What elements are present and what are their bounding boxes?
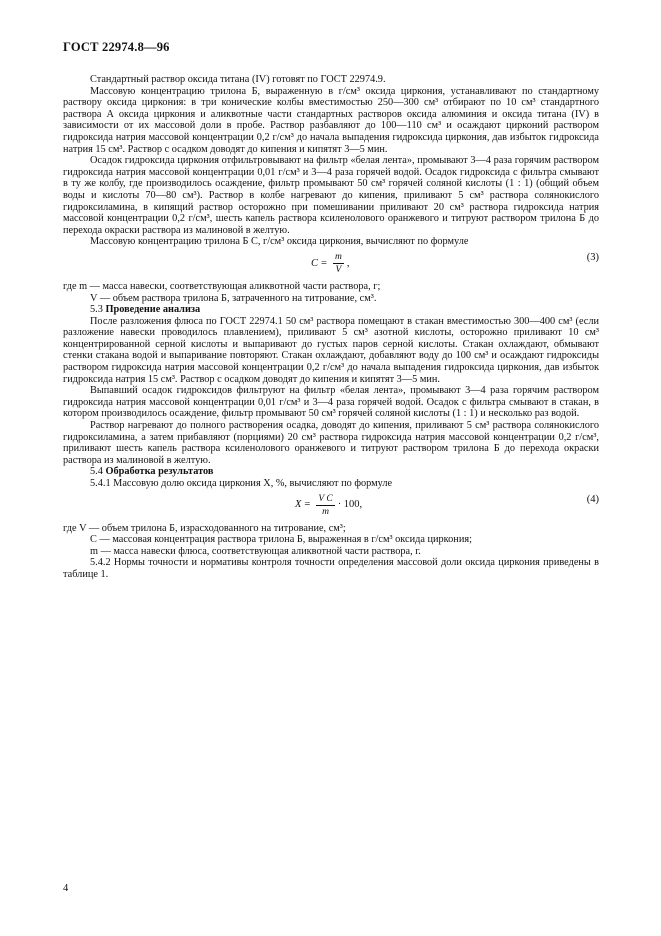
paragraph: Осадок гидроксида циркония отфильтровывают на фильтр «белая лента», промывают 3—4 раза горячим раствором гидроксида натрия массовой концентрации 0,01 г/см³ и 3—4 раза горячей водой. Осадок гидроксида с фильтра смывают в ту же колбу, где производилось осаждение, фильтр промывают 50 см³ горячей соляной кислоты (1 : 1) (общий объем воды и кислоты 70—80 см³). Раствор в колбе нагревают до кипения, приливают 5 см³ раствора солянокислого гидроксиламина, в кипящий раствор осторожно при помешивании приливают 20 см³ раствора гидроксида натрия массовой концентрации 0,2 г/см³, шесть капель раствора ксиленолового оранжевого и титруют раствором трилона Б до перехода окраски раствора из малиновой в желтую. [63, 155, 599, 236]
section-heading [63, 466, 599, 478]
section-number: 5.4 [90, 466, 103, 478]
paragraph: Массовую концентрацию трилона Б С, г/см³ оксида циркония, вычисляют по формуле [90, 236, 469, 248]
standard-header: ГОСТ 22974.8—96 [63, 40, 170, 54]
paragraph: После разложения флюса по ГОСТ 22974.1 50 см³ раствора помещают в стакан вместимостью 300—400 см³ (если разложение навески проводилось плавлением), приливают 5 см³ азотной кислоты, осторожно приливают 10 см³ концентрированной серной кислоты и выпаривают до густых паров серной кислоты. Стакан охлаждают, обмывают стенки стакана водой и выпаривание повторяют. Стакан охлаждают, добавляют воду до 100 см³ и осаждают гидроксиды раствором гидроксида натрия массовой концентрации 0,2 г/см³ до начала выпадения гидроксида циркония, дав избыток гидроксида натрия 15 см³. Раствор с осадком доводят до кипения и кипятят 3—5 мин. [63, 315, 599, 385]
formula-tail: · 100, [337, 499, 363, 511]
fraction-denominator: V [335, 264, 342, 275]
section-title: Проведение анализа [105, 304, 201, 316]
paragraph: 5.4.2 Нормы точности и нормативы контроля точности определения массовой доли оксида циркония приведены в таблице 1. [63, 557, 599, 580]
body-text [63, 74, 599, 581]
where-line: где V — объем трилона Б, израсходованного на титрование, см³; [63, 522, 346, 534]
page-number: 4 [63, 883, 69, 894]
paragraph: Стандартный раствор оксида титана (IV) готовят по ГОСТ 22974.9. [90, 74, 386, 85]
formula-tail: , [346, 257, 350, 269]
paragraph: Раствор нагревают до полного растворения осадка, доводят до кипения, приливают 5 см³ раствора солянокислого гидроксиламина, а затем прибавляют (порциями) 20 см³ раствора гидроксида натрия массовой концентрации 0,2 г/см³, приливают шесть капель раствора ксиленолового оранжевого и титруют раствором трилона Б до перехода окраски раствора из малиновой в желтую. [63, 420, 599, 466]
where-line: где m — масса навески, соответствующая аликвотной части раствора, г; [63, 280, 381, 292]
where-line: m — масса навески флюса, соответствующая аликвотной части раствора, г. [90, 545, 421, 557]
paragraph: Выпавший осадок гидроксидов фильтруют на фильтр «белая лента», промывают 3—4 раза горячим раствором гидроксида натрия массовой концентрации 0,01 г/см³ и 3—4 раза горячей водой. Осадок с фильтра смывают в стакан, в котором производилось осаждение, фильтр промывают 50 см³ горячей соляной кислоты (1 : 1) и несколько раз водой. [63, 385, 599, 420]
fraction-denominator: m [322, 506, 329, 517]
formula-eq: = [304, 499, 311, 511]
fraction-numerator: m [334, 251, 342, 262]
paragraph: 5.4.1 Массовую долю оксида циркония X, %, вычисляют по формуле [90, 478, 393, 489]
formula-lhs: X [295, 499, 302, 511]
formula-eq: = [321, 257, 327, 269]
equation-number: (3) [586, 251, 599, 263]
formula-3 [63, 248, 599, 281]
section-number: 5.3 [90, 304, 103, 316]
fraction-numerator: V C [318, 493, 333, 504]
formula-fraction [316, 494, 334, 517]
formula-fraction [333, 252, 344, 275]
section-heading [63, 304, 599, 316]
formula-lhs: C [311, 257, 319, 269]
equation-number: (4) [586, 493, 599, 505]
paragraph: Массовую концентрацию трилона Б, выраженную в г/см³ оксида циркония, устанавливают по стандартному раствору оксида циркония: в три конические колбы вместимостью 250—300 см³ отбирают по 10 см³ стандартного раствора А оксида циркония и аликвотные части стандартных растворов оксида алюминия и оксида титана (IV) в зависимости от их массовой доли в пробе. Раствор разбавляют до 100—110 см³ и осаждают цирконий раствором гидроксида натрия массовой концентрации 0,2 г/см³ до начала выпадения гидроксида циркония, дав избыток гидроксида натрия 15 см³. Раствор с осадком доводят до кипения и кипятят 3—5 мин. [63, 85, 599, 155]
where-line: V — объем раствора трилона Б, затраченного на титрование, см³. [90, 292, 377, 304]
section-title: Обработка результатов [105, 466, 214, 478]
formula-4 [63, 490, 599, 523]
where-line: C — массовая концентрация раствора трилона Б, выраженная в г/см³ оксида циркония; [90, 534, 472, 546]
